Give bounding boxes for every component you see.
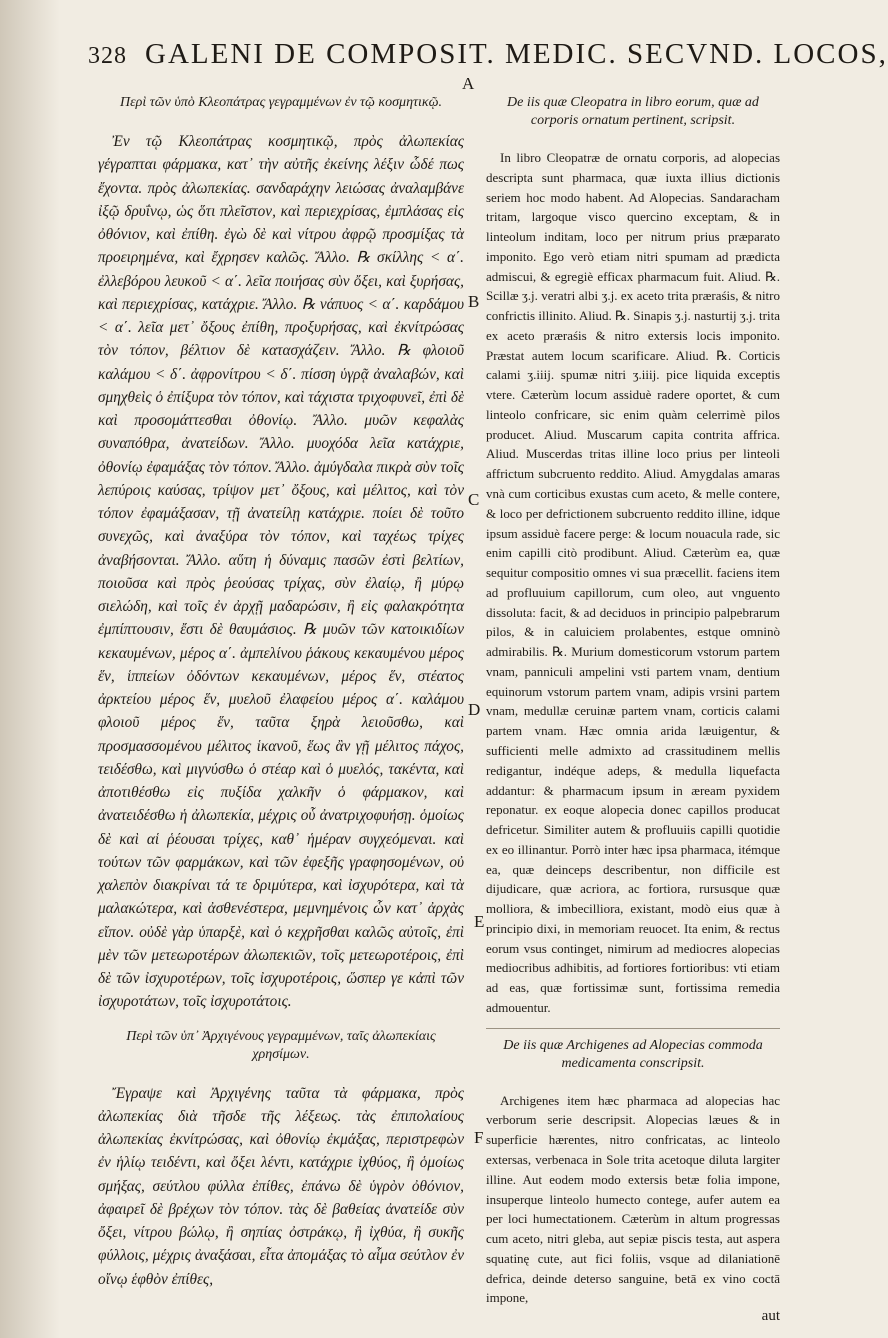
margin-letter-c: C xyxy=(468,490,480,509)
latin-paragraph-cleopatra: In libro Cleopatræ de ornatu corporis, ad alopecias descripta sunt pharmaca, quæ iuxta illius dictionis seriem hoc modo habent. Ad Alopecias. Sandaracham tritam, largoque visco quercino exceptam, & in linteolum inditam, loco per nitrum prius præparato imponito. Ego verò etiam nitri spumam ad prædicta admiscui, & egregiè efficax pharmacum fuit. Aliud. ℞. Scillæ ʒ.j. veratri albi ʒ.j. ex aceto trita præraśis, & nitro confrictis illinito. Aliud. ℞. Sinapis ʒ.j. nasturtij ʒ.j. trita ex aceto præraśis & nitro extersis locis imponito. Præstat autem locum scarificare. Aliud. ℞. Corticis calami ʒ.iiij. spumæ nitri ʒ.iiij. pice liquida exceptis vtere. Cæterùm locum assiduè radere oportet, & cum linteolo confricare, sic enim quàm celerrimè pilos producet. Aliud. Muscarum capita contrita affrica. Aliud. Muscerdas tritas illine loco prius per linteoli affrictum subcruento reddito. Aliud. Amygdalas amaras vnà cum corticibus exustas cum aceto, & melle contere, & loco per defrictionem subcruento reddito illine, idque ipsum assiduè facere perge: & locum nouacula rade, sic enim capilli citò prodibunt. Aliud. Cæterùm ea, quæ sequitur compositio omnes vi sua præcellit. faciens item ad profluuium capillorum, cum oleo, aut vnguento dissoluta: facit, & ad deciduos in principio palpebrarum pilos, & in caluiciem prolabentes, estque omninò admirabilis. ℞. Murium domesticorum vstorum partem vnam, panniculi ampelini vsti partem vnam, dentium equinorum vstorum partem vnam, adipis vrsini partem vnam, medullæ ceruinæ partem vnam, corticis calami partem vnam. Hæc omnia arida læuigentur, & sufficienti melle admixto ad crassitudinem mellis redigantur, indéque adeps, & medulla liquefacta addantur: & pharmacum ipsum in æream pyxidem reponatur. ex eoque alopecia donec capillos producat defricetur. Similiter autem & profluuiis capilli quotidie ex eo illinantur. Porrò inter hæc ipsa pharmaca, itémque ea, quæ deinceps describentur, non difficile est dijudicare, quæ acriora, ac fortiora, rursusque quæ molliora, & imbecilliora, existant, modò eius quæ à principio dixi, in memoriam reuocet. Ita enim, & rectus eorum vsus continget, nimirum ad mediocres alopecias mediocribus adhibitis, ad fortiores fortioribus: vti etiam ad eas, quæ fortissimæ sunt, fortissima remedia admouentur. xyxy=(486,150,780,1015)
latin-column xyxy=(486,94,780,1325)
latin-heading-archigenes: De iis quæ Archigenes ad Alopecias commoda medicamenta conscripsit. xyxy=(503,1037,763,1071)
margin-letter-d: D xyxy=(468,700,481,719)
margin-letter-a: A xyxy=(462,74,475,93)
margin-letter-e: E xyxy=(474,912,485,931)
margin-letter-b: B xyxy=(468,292,480,311)
running-title: GALENI DE COMPOSIT. MEDIC. SECVND. LOCOS, xyxy=(145,38,888,70)
greek-paragraph-cleopatra: Ἐν τῷ Κλεοπάτρας κοσμητικῷ, πρὸς ἀλωπεκίας γέγραπται φάρμακα, κατ᾽ τὴν αὐτῆς ἐκείνης λέξιν ὧδέ πως ἔχοντα. πρὸς ἀλωπεκίας. σανδαράχην λειώσας ἀναλαμβάνε ἰξῷ δρυΐνῳ, ὡς ὅτι πλεῖστον, καὶ περιεχρίσας, ἐμπλάσας εἰς ὀθόνιον, καὶ ἐπίθη. ἐγὼ δὲ καὶ νίτρου ἀφρῷ προσμίξας τὰ προειρημένα, καὶ ἔχρησεν καλῶς. Ἄλλο. ℞ σκίλλης < α΄. ἐλλεβόρου λευκοῦ < α΄. λεῖα ποιήσας σὺν ὄξει, καὶ ξυρήσας, καὶ περιεχρίσας, κατάχριε. Ἄλλο. ℞ νάπυος < α΄. καρδάμου < α΄. λεῖα μετ᾽ ὄξους ἐπίθη, προξυρήσας, καὶ ἐκνίτρώσας τὸν τόπον, βέλτιον δὲ κατασχάζειν. Ἄλλο. ℞ φλοιοῦ καλάμου < δ΄. ἀφρονίτρου < δ΄. πίσση ὑγρᾷ ἀναλαβών, καὶ σμηχθεὶς ὁ ἐπίξυρα τὸν τόπον, καὶ τάχιστα τριχοφυνεῖ, ἐπὶ δὲ καὶ προσομάττεσθαι ὀθονίῳ. Ἄλλο. μυῶν κεφαλὰς συναπόθρα, ἀνατείδων. Ἄλλο. μυοχόδα λεῖα κατάχριε, ὀθονίῳ ἐφαμάξας τὸν τόπον. Ἄλλο. ἀμύγδαλα πικρὰ σὺν τοῖς λεπύροις καύσας, τρίψον μετ᾽ ὄξους, καὶ μέλιτος, καὶ τὸν τόπον ἐφαμάξασαν, τῇ ἀνατείλῃ κατάχριε. ποίει δὲ τοῦτο συνεχῶς, καὶ ἀναξύρα τὸν τόπον, καὶ ταχέως τρίχες ἀναβήσονται. Ἄλλο. αὕτη ἡ δύναμις πασῶν ἐστὶ βελτίων, ποιοῦσα καὶ πρὸς ῥεούσας τρίχας, σὺν ἐλαίῳ, ἢ μύρῳ σιελώδη, καὶ τοῖς ἐν ἀρχῇ μαδαρώσιν, ἢ εἰς φαλακρότητα ἐμπίπτουσιν, ἔστι δὲ θαυμάσιος. ℞ μυῶν τῶν κατοικιδίων κεκαυμένων, μέρος α΄. ἀμπελίνου ῥάκους κεκαυμένου μέρος ἕν, ἱππείων ὀδόντων κεκαυμένων, μέρος ἕν, στέατος ἀρκτείου μέρος ἕν, μυελοῦ ἐλαφείου μέρος α΄. καλάμου φλοιοῦ μέρος ἕν, ταῦτα ξηρὰ λειοῦσθω, καὶ προσμασσομένου μέλιτος ἱκανοῦ, ἕως ἂν γῇ μέλιτος πάχος, τειδέσθω, καὶ μιγνύσθω ὁ στέαρ καὶ ὁ μυελός, τακέντα, καὶ ἀποτιθέσθω εἰς πυξίδα χαλκῆν ὁ φάρμακον, καὶ ἀνατειδέσθω ἡ ἀλωπεκία, μέχρις οὗ ἀνατριχοφυήσῃ. ὁμοίως δὲ καὶ αἱ ῥέουσαι τρίχες, καθ᾽ ἡμέραν συγχεόμεναι. καὶ τούτων τῶν φαρμάκων, καὶ τῶν ἐφεξῆς γραφησομένων, οὐ χαλεπὸν διακρίναι τά τε δριμύτερα, καὶ ἰσχυρότερα, καὶ τὰ μαλακώτερα, καὶ ἀσθενέστερα, μεμνημένοις ὧν κατ᾽ ἀρχὰς εἴπον. οὐδὲ γὰρ ὑπαρξὲ, καὶ ὁ κεχρῆσθαι καλῶς αὐτοῖς, ἐπὶ μὲν τῶν μετεωροτέρων ἀλωπεκιῶν, τοῖς μετεωροτέροις, ἐπὶ δὲ τῶν ἰσχυροτέρων, τοῖς ἰσχυροτέροις, ὥσπερ γε κἀπὶ τῶν ἰσχυροτάτων, τοῖς ἰσχυροτάτοις. xyxy=(98,133,464,1011)
catchword: aut xyxy=(761,1308,780,1325)
page-number: 328 xyxy=(88,43,127,69)
margin-letter-f: F xyxy=(474,1128,484,1147)
binding-shadow xyxy=(0,0,60,1338)
greek-column xyxy=(98,94,464,1291)
latin-paragraph-archigenes: Archigenes item hæc pharmaca ad alopecias hac verborum serie descripsit. Alopecias læues & in superficie hærentes, nitro confricatas, ac linteolo extersas, verbenaca in Sole trita acetoque diluta largiter illine. Aut eodem modo extersis betæ folia impone, insuperque linteolo humecto contege, aufer autem ea per loci humectationem. Cæterùm in altum progressas cum aceto, nitri gleba, aut sepiæ piscis testa, aut aspera squatinę cute, aut fici foliis, vsque ad dilaniationē defrica, deinde deterso sanguine, betā ex vino coctā impone, xyxy=(486,1092,780,1306)
greek-heading-archigenes: Περὶ τῶν ὑπ᾽ Ἀρχιγένους γεγραμμένων, ταῖς ἀλωπεκίαις χρησίμων. xyxy=(126,1028,436,1062)
greek-heading-cleopatra: Περὶ τῶν ὑπὸ Κλεοπάτρας γεγραμμένων ἐν τῷ κοσμητικῷ. xyxy=(119,95,443,110)
page-header xyxy=(88,38,888,74)
latin-heading-cleopatra: De iis quæ Cleopatra in libro eorum, quæ ad corporis ornatum pertinent, scripsit. xyxy=(507,95,759,128)
greek-paragraph-archigenes: Ἔγραψε καὶ Ἀρχιγένης ταῦτα τὰ φάρμακα, πρὸς ἀλωπεκίας διὰ τῆσδε τῆς λέξεως. τὰς ἐπιπολαίους ἀλωπεκίας ἐκνίτρώσας, καὶ ὀθονίῳ ἐκμάξας, περιστρεφὼν ἐν ἡλίῳ τειδέντι, καὶ ὄξει λέντι, κατάχριε ἰχθύος, ἢ ὁμοίως σμήξας, σεύτλου φύλλα ἐπίθες, ἐπάνω δὲ ὑγρὸν ὀθόνιον, ἀφαιρεῖ δὲ βρέχων τὸν τόπον. τὰς δὲ βαθείας ἀνατείδε σὺν ὄξει, νίτρου βώλῳ, ἢ σηπίας ὀστράκῳ, ἢ ἰχθύα, ἢ συκῆς φύλλοις, μέχρις ἀναξάσαι, εἶτα ἀπομάξας τὸ αἷμα σεύτλον ἐν οἴνῳ ἑφθὸν ἐπίθες, xyxy=(98,1084,464,1288)
section-divider xyxy=(486,1028,780,1029)
